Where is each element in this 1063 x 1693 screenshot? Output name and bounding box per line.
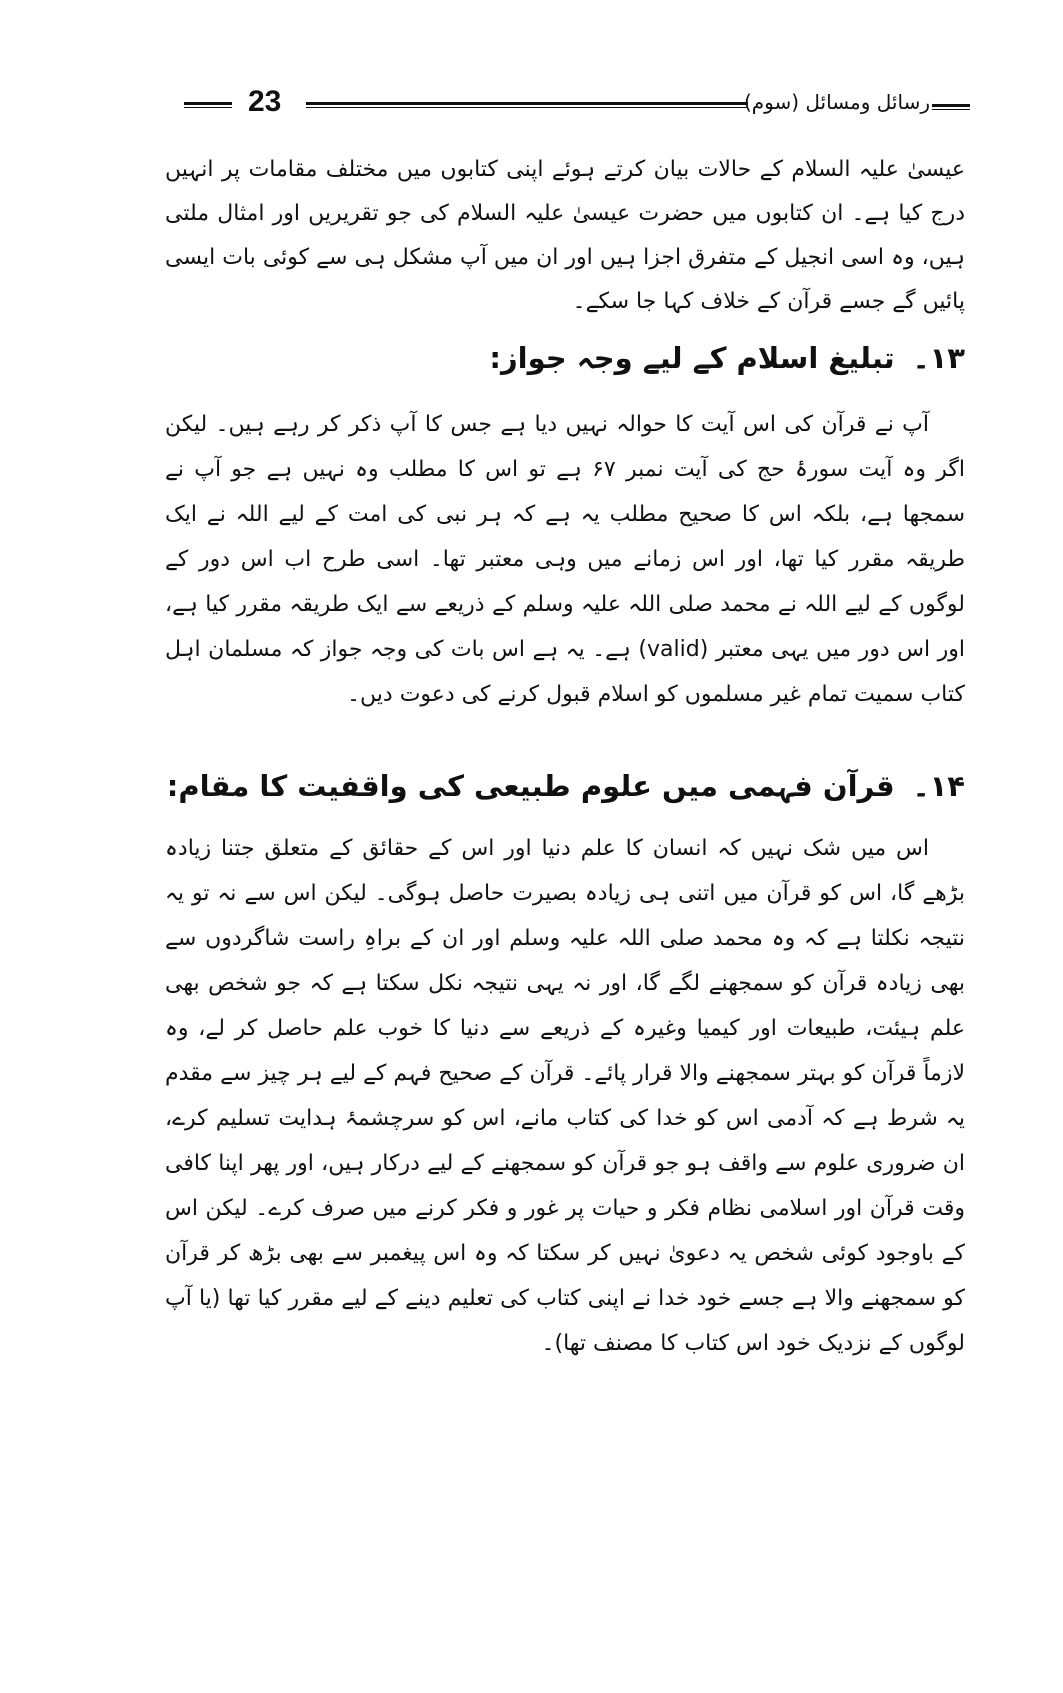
intro-paragraph: عیسیٰ علیہ السلام کے حالات بیان کرتے ہوئے اپنی کتابوں میں مختلف مقامات پر انہیں درج کیا ہے۔ ان کتابوں میں حضرت عیسیٰ علیہ السلام کی جو تقریریں اور امثال ملتی ہیں، وہ اسی انجیل کے متفرق اجزا ہیں اور ان میں آپ مشکل ہی سے کوئی بات ایسی پائیں گے جسے قرآن کے خلاف کہا جا سکے۔	[165, 157, 965, 314]
section-14-paragraph: اس میں شک نہیں کہ انسان کا علم دنیا اور اس کے حقائق کے متعلق جتنا زیادہ بڑھے گا، اس کو قرآن میں اتنی ہی زیادہ بصیرت حاصل ہوگی۔ لیکن اس سے نہ تو یہ نتیجہ نکلتا ہے کہ وہ محمد صلی اللہ علیہ وسلم اور ان کے براہِ راست شاگردوں سے بھی زیادہ قرآن کو سمجھنے لگے گا، اور نہ یہی نتیجہ نکل سکتا ہے کہ جو شخص بھی علم ہیئت، طبیعات اور کیمیا وغیرہ کے ذریعے سے دنیا کا خوب علم حاصل کر لے، وہ لازماً قرآن کو بہتر سمجھنے والا قرار پائے۔ قرآن کے صحیح فہم کے لیے ہر چیز سے مقدم یہ شرط ہے کہ آدمی اس کو خدا کی کتاب مانے، اس کو سرچشمۂ ہدایت تسلیم کرے، ان ضروری علوم سے واقف ہو جو قرآن کو سمجھنے کے لیے درکار ہیں، اور پھر اپنا کافی وقت قرآن اور اسلامی نظام فکر و حیات پر غور و فکر کرنے میں صرف کرے۔ لیکن اس کے باوجود کوئی شخص یہ دعویٰ نہیں کر سکتا کہ وہ اس پیغمبر سے بھی بڑھ کر قرآن کو سمجھنے والا ہے جسے خود خدا نے اپنی کتاب کی تعلیم دینے کے لیے مقرر کیا تھا (یا آپ لوگوں کے نزدیک خود اس کتاب کا مصنف تھا)۔	[165, 836, 965, 1356]
page-number: 23	[248, 85, 282, 118]
section-14-number: ۱۴۔	[912, 769, 965, 803]
section-14-heading	[165, 764, 965, 808]
header-rule-right	[932, 104, 970, 110]
section-13-heading	[165, 336, 965, 380]
header-rule-middle	[306, 102, 748, 108]
section-13-number: ۱۳۔	[912, 341, 965, 375]
header-rule-left	[184, 102, 232, 108]
section-14-title: قرآن فہمی میں علوم طبیعی کی واقفیت کا مقام:	[166, 769, 895, 803]
page-header	[180, 82, 970, 126]
running-title: رسائل ومسائل (سوم)	[743, 90, 930, 114]
section-13-title: تبلیغ اسلام کے لیے وجہ جواز:	[489, 341, 895, 375]
section-13-paragraph: آپ نے قرآن کی اس آیت کا حوالہ نہیں دیا ہے جس کا آپ ذکر کر رہے ہیں۔ لیکن اگر وہ آیت سورۂ حج کی آیت نمبر ۶۷ ہے تو اس کا مطلب وہ نہیں ہے جو آپ نے سمجھا ہے، بلکہ اس کا صحیح مطلب یہ ہے کہ ہر نبی کی امت کے لیے اللہ نے ایک طریقہ مقرر کیا تھا، اور اس زمانے میں وہی معتبر تھا۔ اسی طرح اب اس دور کے لوگوں کے لیے اللہ نے محمد صلی اللہ علیہ وسلم کے ذریعے سے ایک طریقہ مقرر کیا ہے، اور اس دور میں یہی معتبر (valid) ہے۔ یہ ہے اس بات کی وجہ جواز کہ مسلمان اہل کتاب سمیت تمام غیر مسلموں کو اسلام قبول کرنے کی دعوت دیں۔	[165, 412, 966, 707]
